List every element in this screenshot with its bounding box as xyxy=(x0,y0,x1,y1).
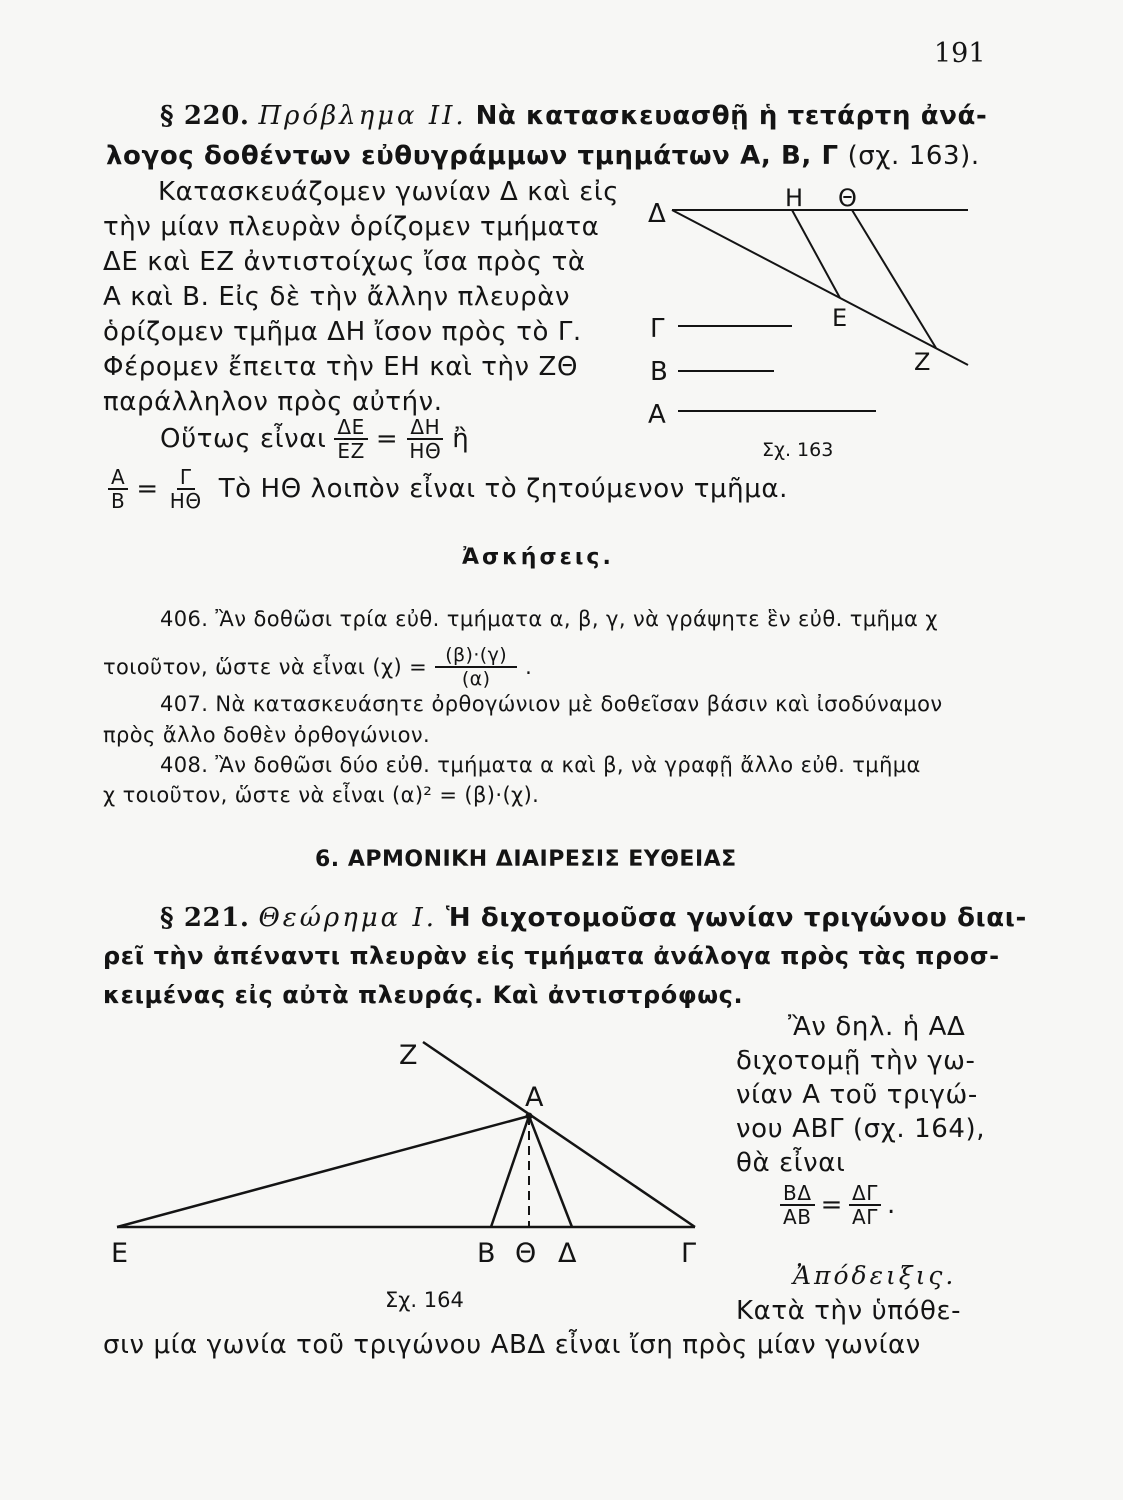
section-221-heading-line1 xyxy=(160,903,1027,933)
fraction-dh-hth xyxy=(406,416,444,462)
fig163-label-e: Ε xyxy=(832,304,848,332)
fig163-caption: Σχ. 163 xyxy=(762,439,834,461)
fraction-a-b xyxy=(108,466,128,512)
figure-163 xyxy=(640,180,980,470)
fraction-denominator: ΑΓ xyxy=(852,1205,879,1229)
fig164-label-th: Θ xyxy=(515,1238,537,1269)
fraction-numerator: (β)·(γ) xyxy=(435,644,517,668)
fig164-caption: Σχ. 164 xyxy=(385,1288,464,1312)
s220-line-2: τὴν μίαν πλευρὰν ὁρίζομεν τμήματα xyxy=(103,212,600,242)
fraction-numerator: Α xyxy=(108,466,128,490)
s220-line-1: Κατασκευάζομεν γωνίαν Δ καὶ εἰς xyxy=(158,177,620,207)
fig164-bisector-ad xyxy=(529,1116,572,1227)
section-220-number: § 220. xyxy=(160,101,250,131)
fraction-bd-ab xyxy=(780,1182,815,1228)
fraction-de-ez xyxy=(334,416,368,462)
s220-line-6: Φέρομεν ἔπειτα τὴν ΕΗ καὶ τὴν ΖΘ xyxy=(103,352,579,382)
equals-sign: = xyxy=(136,474,159,504)
exercise-408-line2: χ τοιοῦτον, ὥστε νὰ εἶναι (α)² = (β)·(χ). xyxy=(103,783,540,807)
fraction-numerator: ΔΕ xyxy=(334,416,368,440)
fraction-denominator: ΑΒ xyxy=(783,1205,812,1229)
section-221-title: Ἡ διχοτομοῦσα γωνίαν τριγώνου διαι- xyxy=(445,903,1027,933)
section-220-heading-line2 xyxy=(106,141,980,171)
fig163-label-a: Α xyxy=(648,400,666,430)
s221-right-line-4: νου ΑΒΓ (σχ. 164), xyxy=(736,1114,986,1144)
s221-right-line-3: νίαν Α τοῦ τριγώ- xyxy=(736,1080,978,1110)
fraction-denominator: (α) xyxy=(461,668,491,690)
section-221-title-line3: κειμένας εἰς αὐτὰ πλευράς. Καὶ ἀντιστρόφως. xyxy=(103,981,744,1009)
proof-label: Ἀπόδειξις. xyxy=(793,1261,957,1290)
fig164-label-a: Α xyxy=(525,1082,544,1113)
section-220-heading-line1 xyxy=(160,101,987,131)
fig164-side-ab xyxy=(491,1116,529,1227)
fig163-label-h: Η xyxy=(785,184,804,212)
fig164-point-a xyxy=(526,1113,533,1120)
exercises-title: Ἀσκήσεις. xyxy=(462,545,614,570)
section-6-heading: 6. ΑΡΜΟΝΙΚΗ ΔΙΑΙΡΕΣΙΣ ΕΥΘΕΙΑΣ xyxy=(315,847,737,872)
s220-line-3: ΔΕ καὶ ΕΖ ἀντιστοίχως ἴσα πρὸς τὰ xyxy=(103,247,586,277)
fraction-g-hth xyxy=(167,466,205,512)
fig164-label-b: Β xyxy=(477,1238,496,1269)
fraction-numerator: ΒΔ xyxy=(780,1182,815,1206)
exercise-407-line1: 407. Νὰ κατασκευάσητε ὀρθογώνιον μὲ δοθεῖσαν βάσιν καὶ ἰσοδύναμον xyxy=(160,692,943,716)
equals-sign: = xyxy=(375,424,399,454)
section-220-title-cont: λογος δοθέντων εὐθυγράμμων τμημάτων Α, Β, Γ xyxy=(106,141,839,171)
or-word: ἢ xyxy=(452,424,470,454)
fig164-label-e: Ε xyxy=(111,1238,129,1269)
s220-proportion xyxy=(160,416,469,462)
so-text: Οὕτως εἶναι xyxy=(160,424,327,454)
fig163-ray-dz xyxy=(672,210,968,365)
fig164-label-z: Ζ xyxy=(399,1040,418,1071)
s220-line-4: Α καὶ Β. Εἰς δὲ τὴν ἄλλην πλευρὰν xyxy=(103,282,571,312)
exercise-408-line1: 408. Ἂν δοθῶσι δύο εὐθ. τμήματα α καὶ β, νὰ γραφῇ ἄλλο εὐθ. τμῆμα xyxy=(160,753,921,777)
fig164-side-ea xyxy=(117,1116,529,1227)
conclusion-text: Τὸ ΗΘ λοιπὸν εἶναι τὸ ζητούμενον τμῆμα. xyxy=(218,474,788,504)
fraction-numerator: Γ xyxy=(177,466,195,490)
exercise-406-text: τοιοῦτον, ὥστε νὰ εἶναι (χ) = xyxy=(103,655,428,679)
equals-sign: = xyxy=(820,1190,843,1220)
s220-line-7: παράλληλον πρὸς αὐτήν. xyxy=(103,387,443,417)
fig163-label-z: Ζ xyxy=(914,348,931,376)
fraction-denominator: ΗΘ xyxy=(409,439,442,463)
s220-line-5: ὁρίζομεν τμῆμα ΔΗ ἴσον πρὸς τὸ Γ. xyxy=(103,317,582,347)
s221-right-line-1: Ἂν δηλ. ἡ ΑΔ xyxy=(788,1012,966,1042)
fraction-denominator: ΕΖ xyxy=(337,439,365,463)
s220-conclusion-line xyxy=(108,466,788,512)
section-221-number: § 221. xyxy=(160,903,250,933)
fraction-numerator: ΔΓ xyxy=(849,1182,881,1206)
s221-proportion: $\frac{B\Delta}{AB}$ = $\frac{\Delta\Gamma}{A\Gamma}$ . xyxy=(780,1182,896,1228)
exercise-406-fraction xyxy=(435,644,517,690)
page-number: 191 xyxy=(934,38,986,69)
fig163-label-g: Γ xyxy=(650,314,665,344)
fraction-dg-ag xyxy=(849,1182,881,1228)
section-220-figure-ref: (σχ. 163). xyxy=(847,141,980,171)
section-221-label: Θεώρημα Ι. xyxy=(258,903,438,933)
figure-164 xyxy=(105,1030,725,1320)
fig163-label-th: Θ xyxy=(838,184,857,212)
fraction-denominator: Β xyxy=(111,489,126,513)
proof-line-1: Κατὰ τὴν ὑπόθε- xyxy=(736,1296,962,1326)
fig164-label-g: Γ xyxy=(681,1238,697,1269)
section-220-label: Πρόβλημα ΙΙ. xyxy=(258,101,467,131)
s221-right-line-5: θὰ εἶναι xyxy=(736,1148,846,1178)
section-221-title-line2: ρεῖ τὴν ἀπέναντι πλευρὰν εἰς τμήματα ἀνάλογα πρὸς τὰς προσ- xyxy=(103,942,1000,970)
proof-line-2: σιν μία γωνία τοῦ τριγώνου ΑΒΔ εἶναι ἴση πρὸς μίαν γωνίαν xyxy=(103,1330,921,1360)
s221-right-line-2: διχοτομῇ τὴν γω- xyxy=(736,1046,976,1076)
fig163-label-d: Δ xyxy=(648,199,666,229)
exercise-407-line2: πρὸς ἄλλο δοθὲν ὀρθογώνιον. xyxy=(103,723,431,747)
exercise-406-line2: τοιοῦτον, ὥστε νὰ εἶναι (χ) = $\frac{(\beta)\cdot(\gamma)}{(\alpha)}$ . xyxy=(103,644,533,690)
fig163-label-b: Β xyxy=(650,357,668,387)
exercise-406-line1: 406. Ἂν δοθῶσι τρία εὐθ. τμήματα α, β, γ, νὰ γράψητε ἓν εὐθ. τμῆμα χ xyxy=(160,607,938,631)
fraction-denominator: ΗΘ xyxy=(169,489,202,513)
fraction-numerator: ΔΗ xyxy=(407,416,443,440)
fig164-label-d: Δ xyxy=(558,1238,577,1269)
section-220-title: Νὰ κατασκευασθῇ ἡ τετάρτη ἀνά- xyxy=(475,101,988,131)
